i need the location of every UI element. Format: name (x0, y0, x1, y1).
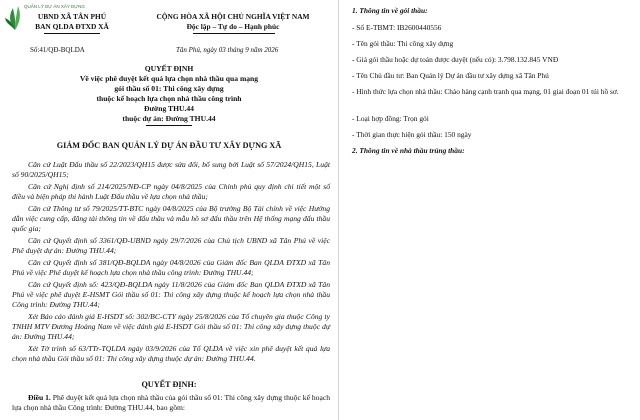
subtitle-line-5: thuộc dự án: Đường THU.44 (122, 114, 216, 123)
document-page-right (340, 0, 640, 420)
preamble-paragraph: Căn cứ Thông tư số 79/2025/TT-BTC ngày 04/8/2025 của Bộ trưởng Bộ Tài chính về việc Hướng dẫn việc cung cấp, đăng tải thông tin về đấu thầu và mẫu hồ sơ đấu thầu trên Hệ thống mạng đấu thầu quốc gia; (12, 204, 330, 233)
article-1 (12, 393, 330, 415)
org-name-line2: BAN QLDA ĐTXD XÃ (35, 22, 109, 31)
package-price: - Giá gói thầu hoặc dự toán được duyệt (nếu có): 3.798.132.845 VNĐ (352, 55, 559, 64)
preamble-paragraph: Căn cứ Luật Đấu thầu số 22/2023/QH15 được sửa đổi, bổ sung bởi Luật số 57/2024/QH15, Luật số 90/2025/QH15; (12, 160, 330, 179)
director-heading: GIÁM ĐỐC BAN QUẢN LÝ DỰ ÁN ĐẦU TƯ XÂY DỰNG XÃ (56, 141, 282, 150)
contract-type: - Loại hợp đồng: Trọn gói (352, 114, 429, 123)
investor-name: - Tên Chủ đầu tư: Ban Quản lý Dự án đầu tư xây dựng xã Tân Phú (352, 71, 549, 80)
section-1-heading: 1. Thông tin về gói thầu: (352, 6, 428, 15)
preamble-paragraph: Xét Tờ trình số 63/TTr-TQLDA ngày 03/9/2026 của Tổ QLDA về việc xin phê duyệt kết quả lựa chọn nhà thầu Gói thầu số 01: Thi công xây dựng thuộc dự án: Đường THU.44. (12, 344, 330, 363)
country-name: CỘNG HÒA XÃ HỘI CHỦ NGHĨA VIỆT NAM (156, 12, 310, 21)
motto-underline (193, 33, 275, 34)
preamble-paragraphs (12, 160, 330, 366)
preamble-paragraph: Căn cứ Quyết định số: 423/QĐ-BQLDA ngày 11/8/2026 của Giám đốc Ban QLDA ĐTXD xã Tân Phú về việc phê duyệt E-HSMT Gói thầu số 01: Thi công xây dựng thuộc kế hoạch lựa chọn nhà thầu Công trình: Đường THU.44; (12, 280, 330, 309)
decision-heading: QUYẾT ĐỊNH: (141, 380, 197, 389)
preamble-paragraph: Căn cứ Nghị định số 214/2025/NĐ-CP ngày 04/8/2025 của Chính phủ quy định chi tiết một số điều và biện pháp thi hành Luật Đấu thầu về lựa chọn nhà thầu; (12, 182, 330, 201)
section-2-heading: 2. Thông tin về nhà thầu trúng thầu: (352, 146, 465, 155)
tender-number: - Số E-TBMT: IB2600440556 (352, 23, 442, 32)
execution-time: - Thời gian thực hiện gói thầu: 150 ngày (352, 130, 472, 139)
subtitle-line-3: thuộc kế hoạch lựa chọn nhà thầu công trình (96, 94, 242, 103)
selection-method: - Hình thức lựa chọn nhà thầu: Chào hàng cạnh tranh qua mạng, 01 giai đoạn 01 túi hồ sơ. (352, 87, 619, 96)
subtitle-line-4: Đường THU.44 (144, 104, 194, 113)
document-title: QUYẾT ĐỊNH (144, 64, 194, 73)
place-date: Tân Phú, ngày 03 tháng 9 năm 2026 (176, 46, 279, 54)
article-1-label: Điều 1. (28, 393, 51, 402)
title-underline (146, 125, 192, 126)
logo-caption: QUẢN LÝ DỰ ÁN XÂY DỰNG (24, 4, 85, 9)
subtitle-line-1: Về việc phê duyệt kết quả lựa chọn nhà thầu qua mạng (79, 74, 259, 83)
subtitle-line-2: gói thầu số 01: Thi công xây dựng (114, 84, 224, 93)
country-motto: Độc lập – Tự do – Hạnh phúc (186, 22, 280, 31)
article-1-text: Phê duyệt kết quả lựa chọn nhà thầu của gói thầu số 01: Thi công xây dựng thuộc kế hoạch lựa chọn nhà thầu Công trình: Đường THU.44, bao gồm: (12, 393, 331, 412)
document-number: Số:41/QĐ-BQLDA (30, 46, 85, 54)
org-underline (44, 33, 100, 34)
preamble-paragraph: Căn cứ Quyết định số 381/QĐ-BQLDA ngày 04/8/2026 của Giám đốc Ban QLDA ĐTXD xã Tân Phú về việc Phê duyệt kế hoạch lựa chọn nhà thầu công trình: Đường THU.44; (12, 258, 330, 277)
preamble-paragraph: Căn cứ Quyết định số 3361/QĐ-UBND ngày 29/7/2026 của Chủ tịch UBND xã Tân Phú về việc Phê duyệt dự án: Đường THU.44; (12, 236, 330, 255)
preamble-paragraph: Xét Báo cáo đánh giá E-HSDT số: 302/BC-CTY ngày 25/8/2026 của Tổ chuyên gia thuộc Công ty TNHH MTV Đương Hoàng Nam về việc đánh giá E-HSDT Gói thầu số 01: Thi công xây dựng thuộc dự án: Đường THU.44; (12, 312, 330, 341)
package-name: - Tên gói thầu: Thi công xây dựng (352, 39, 454, 48)
org-name-line1: UBND XÃ TÂN PHÚ (37, 12, 107, 21)
